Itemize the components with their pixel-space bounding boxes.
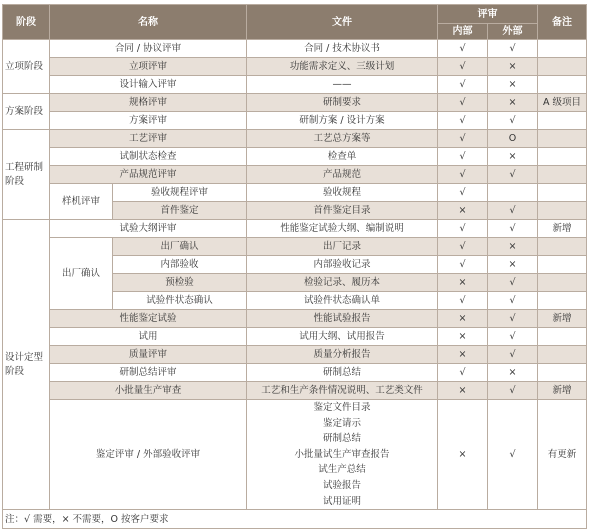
row-external: × bbox=[488, 76, 538, 94]
table-row bbox=[3, 328, 587, 346]
row-internal: √ bbox=[438, 130, 488, 148]
row-remark: A 级项目 bbox=[538, 94, 587, 112]
row-external: O bbox=[488, 130, 538, 148]
file-line: 鉴定文件目录 bbox=[313, 402, 371, 413]
row-name: 工艺评审 bbox=[50, 130, 247, 148]
table-row bbox=[3, 184, 587, 202]
row-remark bbox=[538, 292, 587, 310]
row-external: × bbox=[488, 364, 538, 382]
row-file: 试用大纲、试用报告 bbox=[247, 328, 438, 346]
row-file: 内部验收记录 bbox=[247, 256, 438, 274]
row-external: × bbox=[488, 94, 538, 112]
row-file: 工艺和生产条件情况说明、工艺类文件 bbox=[247, 382, 438, 400]
group-chuchang: 出厂确认 bbox=[50, 238, 113, 310]
row-name: 研制总结评审 bbox=[50, 364, 247, 382]
stage-fangan: 方案阶段 bbox=[3, 94, 50, 130]
row-file: 质量分析报告 bbox=[247, 346, 438, 364]
row-name: 立项评审 bbox=[50, 58, 247, 76]
row-internal: √ bbox=[438, 58, 488, 76]
table-row bbox=[3, 166, 587, 184]
file-line: 研制总结 bbox=[322, 433, 361, 445]
row-file: 研制方案 / 设计方案 bbox=[247, 112, 438, 130]
row-internal: √ bbox=[438, 94, 488, 112]
row-file: 检验记录、履历本 bbox=[247, 274, 438, 292]
header-external: 外部 bbox=[488, 24, 538, 40]
row-remark bbox=[538, 328, 587, 346]
row-external: × bbox=[488, 58, 538, 76]
row-remark bbox=[538, 40, 587, 58]
row-remark bbox=[538, 148, 587, 166]
row-name: 试验件状态确认 bbox=[113, 292, 247, 310]
row-external: × bbox=[488, 238, 538, 256]
row-internal: √ bbox=[438, 220, 488, 238]
row-name: 预检验 bbox=[113, 274, 247, 292]
stage-sheji: 设计定型阶段 bbox=[3, 220, 50, 510]
row-external: √ bbox=[488, 292, 538, 310]
row-remark: 新增 bbox=[538, 310, 587, 328]
row-internal: × bbox=[438, 328, 488, 346]
review-table-container bbox=[2, 4, 586, 529]
header-review: 评审 bbox=[438, 5, 538, 24]
row-internal: × bbox=[438, 346, 488, 364]
row-name: 规格评审 bbox=[50, 94, 247, 112]
header-file: 文件 bbox=[247, 5, 438, 40]
row-name: 鉴定评审 / 外部验收评审 bbox=[50, 400, 247, 510]
row-remark bbox=[538, 76, 587, 94]
row-file: 验收规程 bbox=[247, 184, 438, 202]
row-internal: √ bbox=[438, 166, 488, 184]
file-line: 小批量试生产审查报告 bbox=[294, 448, 390, 460]
row-name: 首件鉴定 bbox=[113, 202, 247, 220]
row-name: 试验大纲评审 bbox=[50, 220, 247, 238]
row-file-list bbox=[247, 400, 438, 510]
footnote: 注：√ 需要，× 不需要，O 按客户要求 bbox=[3, 510, 587, 529]
row-external: √ bbox=[488, 202, 538, 220]
row-remark bbox=[538, 274, 587, 292]
row-internal: √ bbox=[438, 292, 488, 310]
header-row bbox=[3, 5, 587, 24]
row-external: √ bbox=[488, 382, 538, 400]
row-file: 功能需求定义、三级计划 bbox=[247, 58, 438, 76]
row-internal: √ bbox=[438, 112, 488, 130]
row-name: 合同 / 协议评审 bbox=[50, 40, 247, 58]
row-file: 研制要求 bbox=[247, 94, 438, 112]
row-name: 小批量生产审查 bbox=[50, 382, 247, 400]
table-row bbox=[3, 364, 587, 382]
row-file: 工艺总方案等 bbox=[247, 130, 438, 148]
row-file: 研制总结 bbox=[247, 364, 438, 382]
table-row bbox=[3, 400, 587, 510]
header-internal: 内部 bbox=[438, 24, 488, 40]
row-remark bbox=[538, 112, 587, 130]
row-name: 质量评审 bbox=[50, 346, 247, 364]
row-file: —— bbox=[247, 76, 438, 94]
row-file: 合同 / 技术协议书 bbox=[247, 40, 438, 58]
table-row bbox=[3, 94, 587, 112]
file-line: 试用证明 bbox=[322, 495, 361, 507]
file-line: 鉴定请示 bbox=[322, 417, 361, 429]
row-external: √ bbox=[488, 328, 538, 346]
row-internal: √ bbox=[438, 364, 488, 382]
row-external: × bbox=[488, 148, 538, 166]
row-internal: √ bbox=[438, 40, 488, 58]
row-file: 试验件状态确认单 bbox=[247, 292, 438, 310]
row-file: 首件鉴定目录 bbox=[247, 202, 438, 220]
table-row bbox=[3, 148, 587, 166]
table-row bbox=[3, 382, 587, 400]
row-name: 试用 bbox=[50, 328, 247, 346]
table-row bbox=[3, 112, 587, 130]
row-name: 出厂确认 bbox=[113, 238, 247, 256]
table-row bbox=[3, 220, 587, 238]
header-remark: 备注 bbox=[538, 5, 587, 40]
row-name: 试制状态检查 bbox=[50, 148, 247, 166]
row-internal: √ bbox=[438, 256, 488, 274]
row-internal: × bbox=[438, 274, 488, 292]
stage-lixiang: 立项阶段 bbox=[3, 40, 50, 94]
row-external: √ bbox=[488, 274, 538, 292]
footnote-row bbox=[3, 510, 587, 529]
table-row bbox=[3, 310, 587, 328]
row-external bbox=[488, 184, 538, 202]
table-row bbox=[3, 76, 587, 94]
row-remark bbox=[538, 364, 587, 382]
row-name: 内部验收 bbox=[113, 256, 247, 274]
row-remark bbox=[538, 256, 587, 274]
table-row bbox=[3, 238, 587, 256]
table-row bbox=[3, 40, 587, 58]
row-internal: √ bbox=[438, 238, 488, 256]
row-external: √ bbox=[488, 220, 538, 238]
table-row bbox=[3, 58, 587, 76]
row-remark bbox=[538, 184, 587, 202]
row-remark bbox=[538, 238, 587, 256]
row-file: 检查单 bbox=[247, 148, 438, 166]
row-name: 产品规范评审 bbox=[50, 166, 247, 184]
stage-gongcheng: 工程研制阶段 bbox=[3, 130, 50, 220]
row-name: 设计输入评审 bbox=[50, 76, 247, 94]
row-external: √ bbox=[488, 310, 538, 328]
row-remark: 新增 bbox=[538, 220, 587, 238]
row-internal: √ bbox=[438, 76, 488, 94]
row-remark bbox=[538, 346, 587, 364]
row-internal: √ bbox=[438, 184, 488, 202]
row-remark bbox=[538, 166, 587, 184]
row-name: 性能鉴定试验 bbox=[50, 310, 247, 328]
row-remark bbox=[538, 202, 587, 220]
row-name: 方案评审 bbox=[50, 112, 247, 130]
row-external: √ bbox=[488, 346, 538, 364]
row-internal: × bbox=[438, 382, 488, 400]
row-internal: × bbox=[438, 400, 488, 510]
table-row bbox=[3, 130, 587, 148]
file-line: 试生产总结 bbox=[318, 464, 366, 476]
row-name: 验收规程评审 bbox=[113, 184, 247, 202]
row-external: √ bbox=[488, 400, 538, 510]
row-file: 性能鉴定试验大纲、编制说明 bbox=[247, 220, 438, 238]
row-external: √ bbox=[488, 166, 538, 184]
review-table bbox=[2, 4, 587, 529]
row-remark bbox=[538, 58, 587, 76]
header-stage: 阶段 bbox=[3, 5, 50, 40]
row-internal: √ bbox=[438, 148, 488, 166]
row-file: 出厂记录 bbox=[247, 238, 438, 256]
row-internal: × bbox=[438, 310, 488, 328]
row-file: 产品规范 bbox=[247, 166, 438, 184]
row-external: √ bbox=[488, 40, 538, 58]
table-row bbox=[3, 346, 587, 364]
row-external: × bbox=[488, 256, 538, 274]
file-line: 试验报告 bbox=[322, 479, 361, 491]
row-external: √ bbox=[488, 112, 538, 130]
row-remark: 新增 bbox=[538, 382, 587, 400]
row-internal: × bbox=[438, 202, 488, 220]
row-remark: 有更新 bbox=[538, 400, 587, 510]
header-name: 名称 bbox=[50, 5, 247, 40]
row-remark bbox=[538, 130, 587, 148]
row-file: 性能试验报告 bbox=[247, 310, 438, 328]
group-yangji: 样机评审 bbox=[50, 184, 113, 220]
